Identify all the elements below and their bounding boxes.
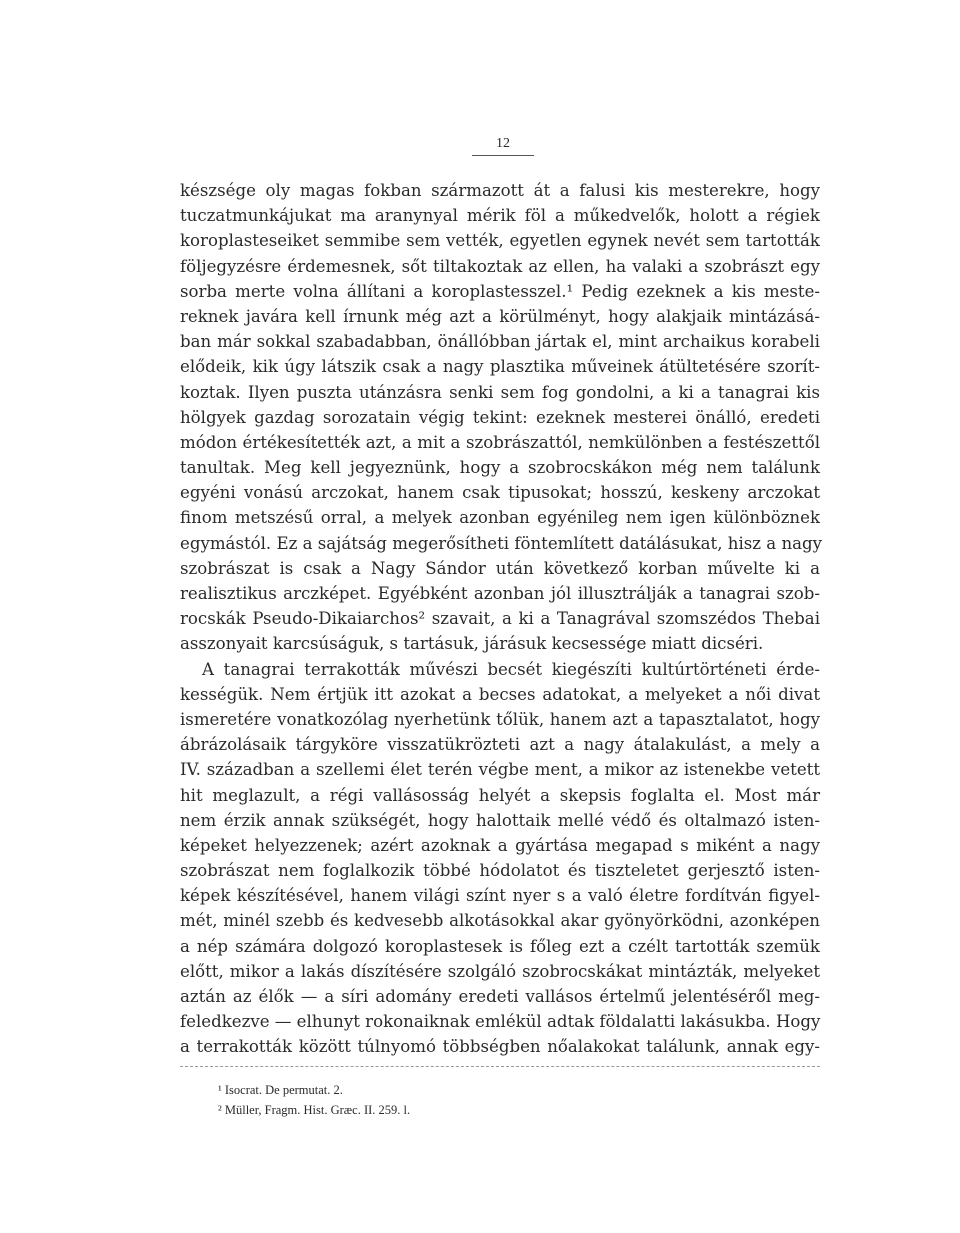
text-line: reknek javára kell írnunk még azt a körülményt, hogy alakjaik mintázásá-	[180, 306, 820, 326]
text-line: ban már sokkal szabadabban, önállóbban jártak el, mint archaikus korabeli	[180, 332, 820, 352]
text-line: hit meglazult, a régi vallásosság helyét a skepsis foglalta el. Most már	[180, 785, 820, 805]
text-line: mét, minél szebb és kedvesebb alkotásokkal akar gyönyörködni, azonképen	[180, 911, 820, 931]
body-text	[180, 178, 823, 1060]
text-line: asszonyait karcsúságuk, s tartásuk, járásuk kecsessége miatt dicséri.	[180, 634, 764, 654]
text-line: ábrázolásaik tárgyköre visszatükrözteti azt a nagy átalakulást, a mely a	[180, 735, 820, 755]
text-line: egymástól. Ez a sajátság megerősítheti föntemlített datálásukat, hisz a nagy	[180, 533, 823, 553]
text-line: készsége oly magas fokban származott át a falusi kis mesterekre, hogy	[180, 181, 820, 200]
text-line: ismeretére vonatkozólag nyerhetünk tőlük, hanem azt a tapasztalatot, hogy	[180, 709, 820, 729]
text-line: koztak. Ilyen puszta utánzásra senki sem fog gondolni, a ki a tanagrai kis	[180, 382, 820, 402]
text-line: följegyzésre érdemesnek, sőt tiltakoztak az ellen, ha valaki a szobrászt egy	[180, 256, 820, 276]
footnote: ¹ Isocrat. De permutat. 2.	[218, 1083, 343, 1097]
text-line: előtt, mikor a lakás díszítésére szolgáló szobrocskákat mintázták, melyeket	[180, 961, 820, 981]
text-line: koroplasteseiket semmibe sem vették, egyetlen egynek nevét sem tartották	[180, 231, 820, 251]
footnotes	[218, 1080, 798, 1120]
footnote: ² Müller, Fragm. Hist. Græc. II. 259. l.	[218, 1103, 411, 1117]
text-line: A tanagrai terrakották művészi becsét kiegészíti kultúrtörténeti érde-	[202, 659, 820, 679]
text-line: szobrászat nem foglalkozik többé hódolatot és tiszteletet gerjesztő isten-	[180, 861, 820, 881]
text-line: hölgyek gazdag sorozatain végig tekint: ezeknek mesterei önálló, eredeti	[180, 407, 820, 427]
text-line: IV. században a szellemi élet terén végbe ment, a mikor az istenekbe vetett	[180, 760, 820, 780]
text-line: feledkezve — elhunyt rokonaiknak emlékül adtak földalatti lakásukba. Hogy	[180, 1012, 821, 1032]
text-line: kességük. Nem értjük itt azokat a becses adatokat, a melyeket a női divat	[180, 684, 820, 704]
page-number: 12	[472, 136, 534, 156]
text-line: tuczatmunkájukat ma aranynyal mérik föl a műkedvelők, holott a régiek	[180, 206, 820, 226]
text-line: nem érzik annak szükségét, hogy halottaik mellé védő és oltalmazó isten-	[180, 810, 820, 830]
footnote-separator	[180, 1066, 820, 1067]
text-line: módon értékesítették azt, a mit a szobrászattól, nemkülönben a festészettől	[180, 432, 820, 452]
text-line: szobrászat is csak a Nagy Sándor után következő korban művelte ki a	[180, 558, 820, 578]
text-line: rocskák Pseudo-Dikaiarchos² szavait, a ki a Tanagrával szomszédos Thebai	[180, 609, 820, 629]
text-line: tanultak. Meg kell jegyeznünk, hogy a szobrocskákon még nem találunk	[180, 458, 820, 478]
text-line: képek készítésével, hanem világi színt nyer s a való életre fordítván figyel-	[180, 886, 820, 906]
text-line: a nép számára dolgozó koroplastesek is főleg ezt a czélt tartották szemük	[180, 936, 820, 956]
text-line: aztán az élők — a síri adomány eredeti vallásos értelmű jelentéséről meg-	[180, 987, 820, 1006]
text-line: sorba merte volna állítani a koroplastesszel.¹ Pedig ezeknek a kis meste-	[180, 281, 820, 301]
text-line: finom metszésű orral, a melyek azonban egyénileg nem igen különböznek	[180, 508, 820, 528]
text-line: képeket helyezzenek; azért azoknak a gyártása megapad s miként a nagy	[180, 835, 820, 855]
text-line: egyéni vonású arczokat, hanem csak tipusokat; hosszú, keskeny arczokat	[180, 483, 820, 503]
text-line: a terrakották között túlnyomó többségben nőalakokat találunk, annak egy-	[180, 1037, 820, 1057]
text-line: elődeik, kik úgy látszik csak a nagy plasztika műveinek átültetésére szorít-	[180, 357, 820, 377]
text-line: realisztikus arczképet. Egyébként azonban jól illusztrálják a tanagrai szob-	[180, 584, 820, 603]
